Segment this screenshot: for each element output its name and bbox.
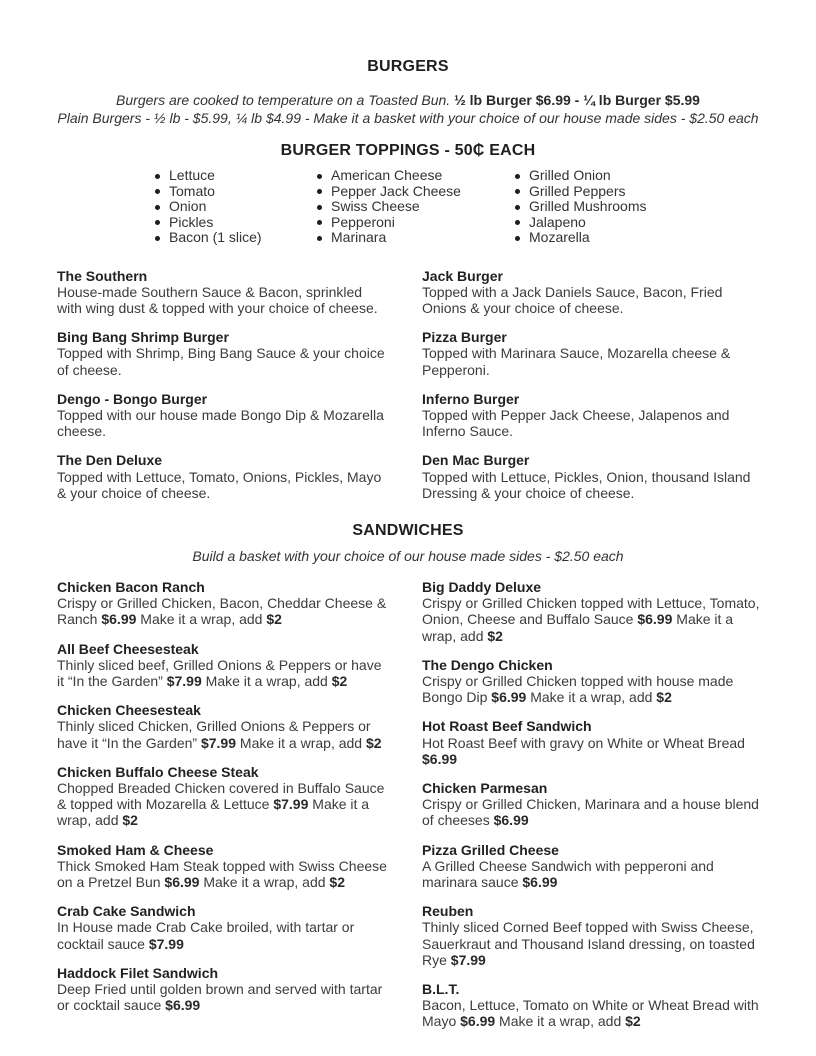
menu-item-desc: Thick Smoked Ham Steak topped with Swiss Cheese on a Pretzel Bun $6.99 Make it a wrap, add $2	[57, 857, 387, 890]
menu-item	[422, 268, 762, 317]
burgers-section-title: BURGERS	[367, 58, 449, 75]
menu-item-desc: Hot Roast Beef with gravy on White or Wheat Bread $6.99	[422, 734, 745, 767]
menu-item-desc: Thinly sliced Corned Beef topped with Swiss Cheese, Sauerkraut and Thousand Island dressing, on toasted Rye $7.99	[422, 919, 755, 968]
toppings-col-3	[513, 168, 663, 246]
menu-item	[57, 579, 389, 628]
sandwiches-right-col	[422, 579, 762, 1043]
menu-item-desc: Topped with our house made Bongo Dip & Mozarella cheese.	[57, 406, 384, 440]
menu-item-name: Haddock Filet Sandwich	[57, 964, 219, 981]
menu-item-name: Chicken Parmesan	[422, 779, 548, 796]
menu-item-name: Hot Roast Beef Sandwich	[422, 718, 592, 735]
burgers-subtitle	[0, 91, 816, 127]
burgers-subtitle-line1	[0, 91, 816, 109]
burgers-subtitle-line2: Plain Burgers - ½ lb - $5.99, ¼ lb $4.99 - Make it a basket with your choice of our house made sides - $2.50 each	[57, 110, 759, 126]
menu-item	[422, 903, 762, 968]
menu-item-desc: Thinly sliced Chicken, Grilled Onions & Peppers or have it “In the Garden” $7.99 Make it a wrap, add $2	[57, 718, 382, 751]
burgers-subtitle-prices: ½ lb Burger $6.99 - ¼ lb Burger $5.99	[454, 92, 700, 108]
menu-item-desc: Topped with Lettuce, Pickles, Onion, thousand Island Dressing & your choice of cheese.	[422, 468, 751, 501]
menu-item-name: Inferno Burger	[422, 390, 520, 407]
menu-item	[57, 764, 389, 829]
sandwiches-left-col	[57, 579, 389, 1043]
topping-item: Mozarella	[513, 230, 663, 246]
burgers-left-col	[57, 268, 389, 514]
menu-item	[422, 780, 762, 829]
menu-item	[422, 981, 762, 1030]
topping-item: American Cheese	[315, 168, 473, 184]
menu-item	[57, 965, 389, 1014]
topping-item: Onion	[153, 199, 275, 215]
menu-item-name: Smoked Ham & Cheese	[57, 841, 214, 858]
menu-item-name: Chicken Buffalo Cheese Steak	[57, 763, 259, 780]
menu-item-name: The Den Deluxe	[57, 452, 163, 469]
menu-item	[422, 657, 762, 706]
menu-item	[422, 452, 762, 501]
menu-item	[57, 641, 389, 690]
topping-item: Grilled Onion	[513, 168, 663, 184]
topping-item: Grilled Peppers	[513, 184, 663, 200]
toppings-section-title: BURGER TOPPINGS - 50₵ EACH	[280, 142, 536, 159]
toppings-col-1	[153, 168, 275, 246]
menu-item-name: Chicken Bacon Ranch	[57, 578, 205, 595]
menu-item-name: The Dengo Chicken	[422, 656, 553, 673]
menu-item-name: Pizza Grilled Cheese	[422, 841, 559, 858]
menu-item-desc: Crispy or Grilled Chicken topped with Lettuce, Tomato, Onion, Cheese and Buffalo Sauce $6.99 Make it a wrap, add $2	[422, 595, 760, 644]
menu-item	[422, 718, 762, 767]
menu-item-name: Crab Cake Sandwich	[57, 903, 196, 920]
sandwiches-subtitle: Build a basket with your choice of our house made sides - $2.50 each	[192, 547, 624, 564]
menu-item-desc: Crispy or Grilled Chicken topped with house made Bongo Dip $6.99 Make it a wrap, add $2	[422, 672, 734, 706]
menu-item-name: Dengo - Bongo Burger	[57, 390, 208, 407]
menu-item-desc: Bacon, Lettuce, Tomato on White or Wheat Bread with Mayo $6.99 Make it a wrap, add $2	[422, 997, 759, 1030]
menu-item-name: Pizza Burger	[422, 329, 507, 346]
menu-item-desc: Crispy or Grilled Chicken, Marinara and a house blend of cheeses $6.99	[422, 796, 759, 829]
topping-item: Swiss Cheese	[315, 199, 473, 215]
menu-item-name: Bing Bang Shrimp Burger	[57, 329, 229, 346]
menu-item-name: Jack Burger	[422, 267, 503, 284]
menu-item-desc: Topped with Lettuce, Tomato, Onions, Pickles, Mayo & your choice of cheese.	[57, 468, 382, 501]
burgers-right-col	[422, 268, 762, 514]
topping-item: Pepper Jack Cheese	[315, 184, 473, 200]
menu-item-desc: Topped with Marinara Sauce, Mozarella cheese & Pepperoni.	[422, 345, 731, 378]
menu-item-name: B.L.T.	[422, 981, 460, 997]
menu-item-name: Den Mac Burger	[422, 452, 530, 469]
burgers-subtitle-italic: Burgers are cooked to temperature on a Toasted Bun.	[116, 92, 451, 108]
topping-item: Bacon (1 slice)	[153, 230, 275, 246]
menu-item	[422, 579, 762, 644]
menu-item-desc: Thinly sliced beef, Grilled Onions & Peppers or have it “In the Garden” $7.99 Make it a wrap, add $2	[57, 656, 382, 689]
sandwiches-section-title: SANDWICHES	[352, 521, 464, 539]
menu-item-desc: Topped with a Jack Daniels Sauce, Bacon, Fried Onions & your choice of cheese.	[422, 283, 723, 316]
menu-item	[57, 268, 389, 317]
menu-item	[57, 842, 389, 891]
menu-item	[422, 329, 762, 378]
topping-item: Lettuce	[153, 168, 275, 184]
topping-item: Grilled Mushrooms	[513, 199, 663, 215]
menu-item-desc: Deep Fried until golden brown and served with tartar or cocktail sauce $6.99	[57, 981, 383, 1014]
menu-item-desc: Topped with Pepper Jack Cheese, Jalapenos and Inferno Sauce.	[422, 406, 730, 440]
menu-item-desc: A Grilled Cheese Sandwich with pepperoni and marinara sauce $6.99	[422, 857, 714, 890]
menu-item	[57, 903, 389, 952]
menu-item-desc: Chopped Breaded Chicken covered in Buffalo Sauce & topped with Mozarella & Lettuce $7.99 Make it a wrap, add $2	[57, 779, 385, 829]
menu-item-name: The Southern	[57, 267, 148, 284]
topping-item: Jalapeno	[513, 215, 663, 231]
topping-item: Pepperoni	[315, 215, 473, 231]
menu-item-name: Chicken Cheesesteak	[57, 702, 201, 719]
menu-item-desc: Topped with Shrimp, Bing Bang Sauce & your choice of cheese.	[57, 345, 385, 378]
menu-item-name: All Beef Cheesesteak	[57, 640, 199, 657]
menu-item	[422, 842, 762, 891]
menu-item	[422, 391, 762, 440]
toppings-list	[0, 168, 816, 246]
topping-item: Tomato	[153, 184, 275, 200]
menu-item	[57, 452, 389, 501]
topping-item: Pickles	[153, 215, 275, 231]
menu-item	[57, 329, 389, 378]
menu-item	[57, 391, 389, 440]
burger-items	[0, 268, 816, 514]
menu-item-desc: House-made Southern Sauce & Bacon, sprinkled with wing dust & topped with your choice of cheese.	[57, 283, 378, 316]
sandwich-items	[0, 579, 816, 1043]
topping-item: Marinara	[315, 230, 473, 246]
toppings-col-2	[315, 168, 473, 246]
menu-item-name: Reuben	[422, 903, 474, 920]
menu-item-name: Big Daddy Deluxe	[422, 578, 542, 595]
menu-item-desc: In House made Crab Cake broiled, with tartar or cocktail sauce $7.99	[57, 919, 355, 952]
menu-item	[57, 702, 389, 751]
menu-item-desc: Crispy or Grilled Chicken, Bacon, Cheddar Cheese & Ranch $6.99 Make it a wrap, add $2	[57, 595, 387, 628]
